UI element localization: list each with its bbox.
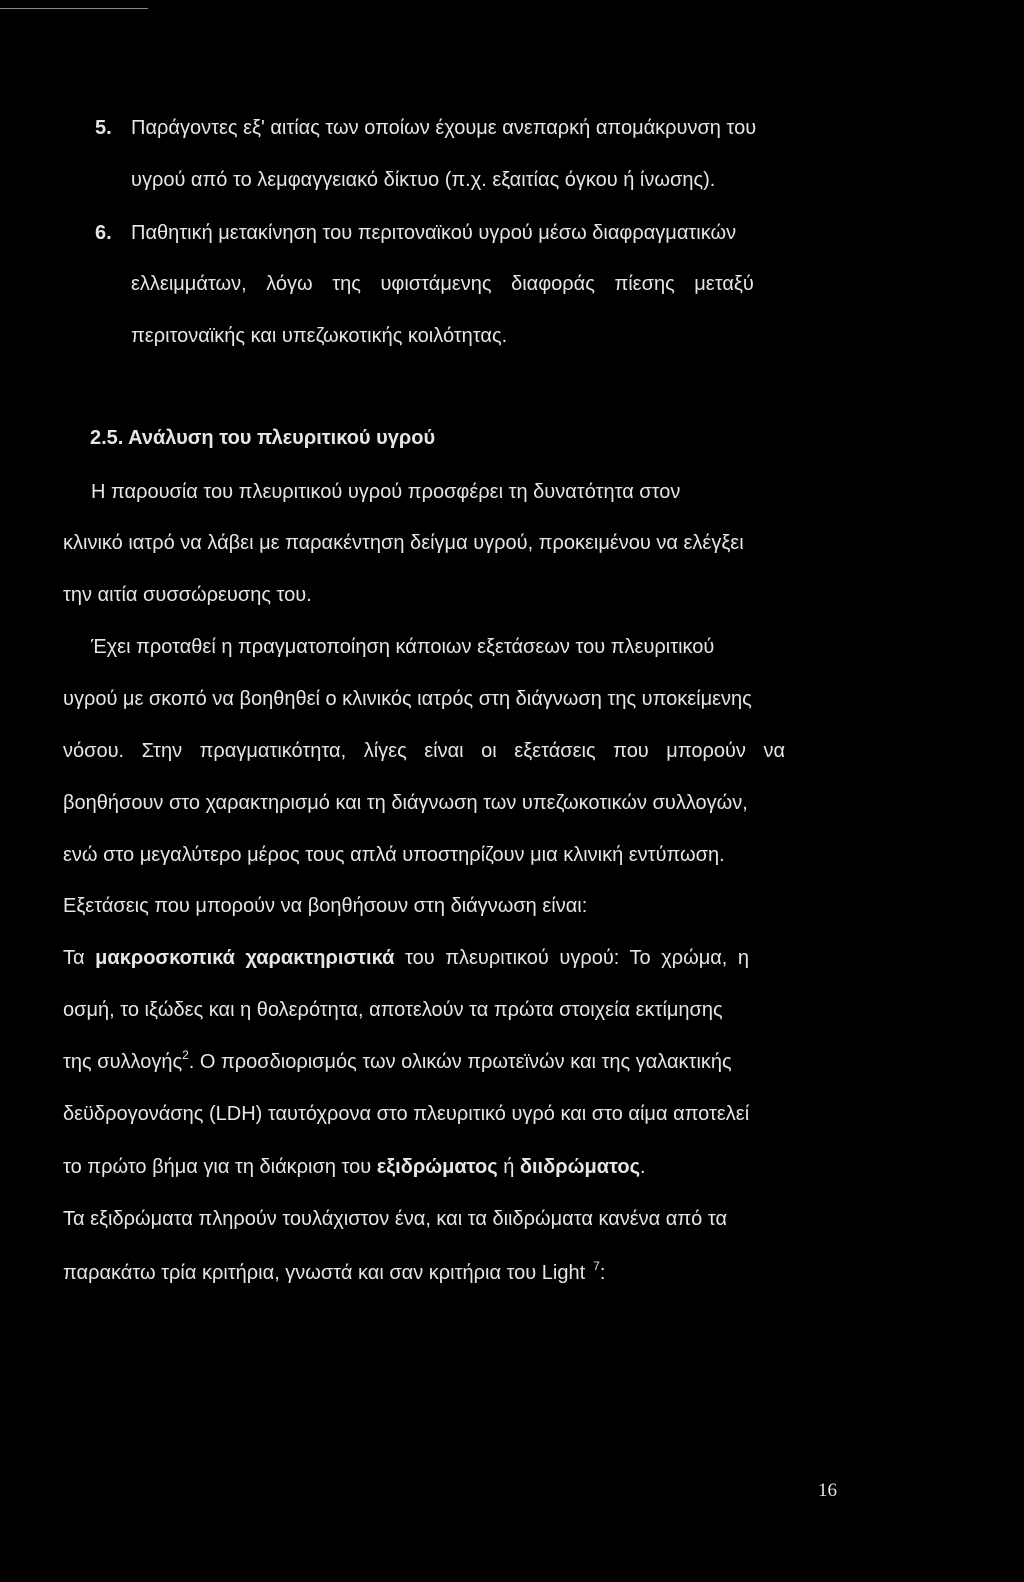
- paragraph-2-line-4: βοηθήσουν στο χαρακτηρισμό και τη διάγνωση των υπεζωκοτικών συλλογών,: [63, 792, 748, 814]
- paragraph-2-line-3: νόσου. Στην πραγματικότητα, λίγες είναι οι εξετάσεις που μπορούν να: [63, 740, 786, 762]
- paragraph-3-line-2: οσμή, το ιξώδες και η θολερότητα, αποτελούν τα πρώτα στοιχεία εκτίμησης: [63, 999, 723, 1021]
- paragraph-3-line-1-prefix: Τα: [63, 947, 85, 969]
- paragraph-4-line-1: Τα εξιδρώματα πληρούν τουλάχιστον ένα, και τα διιδρώματα κανένα από τα: [63, 1208, 728, 1230]
- citation-superscript-2: 2: [182, 1048, 189, 1062]
- list-item-6-line-1: Παθητική μετακίνηση του περιτοναϊκού υγρού μέσω διαφραγματικών: [131, 222, 737, 244]
- paragraph-1-line-1: Η παρουσία του πλευριτικού υγρού προσφέρει τη δυνατότητα στον: [91, 481, 681, 503]
- paragraph-3-line-1-suffix: του πλευριτικού υγρού: Το χρώμα, η: [404, 947, 750, 969]
- paragraph-3-line-5-mid: ή: [503, 1156, 515, 1178]
- paragraph-1-line-3: την αιτία συσσώρευσης του.: [63, 584, 312, 606]
- paragraph-3-line-5: [63, 1157, 646, 1177]
- paragraph-3-line-5-prefix: το πρώτο βήμα για τη διάκριση του: [63, 1156, 372, 1178]
- paragraph-3-line-1: [63, 948, 749, 968]
- list-item-5-number: 5.: [95, 117, 112, 139]
- list-item-6-line-3: περιτοναϊκής και υπεζωκοτικής κοιλότητας.: [131, 325, 508, 347]
- paragraph-1-line-2: κλινικό ιατρό να λάβει με παρακέντηση δείγμα υγρού, προκειμένου να ελέγξει: [63, 532, 744, 554]
- citation-superscript-7: 7: [593, 1259, 600, 1273]
- paragraph-4-line-2: [63, 1259, 606, 1284]
- paragraph-2-line-6: Εξετάσεις που μπορούν να βοηθήσουν στη διάγνωση είναι:: [63, 895, 588, 917]
- list-item-6-line-2-text: ελλειμμάτων, λόγω της υφιστάμενης διαφοράς πίεσης μεταξύ: [131, 273, 754, 295]
- paragraph-3-line-4: δεϋδρογονάσης (LDH) ταυτόχρονα στο πλευριτικό υγρό και στο αίμα αποτελεί: [63, 1103, 750, 1125]
- paragraph-3-line-3-prefix: της συλλογής: [63, 1051, 183, 1073]
- list-item-6-number: 6.: [95, 222, 112, 244]
- transudate-term: διιδρώματος: [519, 1156, 641, 1178]
- paragraph-2-line-5: ενώ στο μεγαλύτερο μέρος τους απλά υποστηρίζουν μια κλινική εντύπωση.: [63, 844, 725, 866]
- macroscopic-features-term: μακροσκοπικά χαρακτηριστικά: [95, 947, 395, 969]
- list-item-5-line-1: Παράγοντες εξ' αιτίας των οποίων έχουμε ανεπαρκή απομάκρυνση του: [131, 117, 757, 139]
- exudate-term: εξιδρώματος: [376, 1156, 498, 1178]
- page-number: 16: [818, 1480, 837, 1501]
- paragraph-3-line-3-suffix: . Ο προσδιορισμός των ολικών πρωτεϊνών και της γαλακτικής: [188, 1051, 732, 1073]
- paragraph-3-line-5-end: .: [640, 1156, 646, 1178]
- paragraph-2-line-1: Έχει προταθεί η πραγματοποίηση κάποιων εξετάσεων του πλευριτικού: [91, 636, 715, 658]
- list-item-6-line-2: [131, 274, 838, 294]
- list-item-5-line-2: υγρού από το λεμφαγγειακό δίκτυο (π.χ. εξαιτίας όγκου ή ίνωσης).: [131, 169, 716, 191]
- paragraph-4-line-2-suffix: :: [599, 1262, 606, 1284]
- paragraph-4-line-2-prefix: παρακάτω τρία κριτήρια, γνωστά και σαν κριτήρια του Light: [63, 1262, 586, 1284]
- section-heading: 2.5. Ανάλυση του πλευριτικού υγρού: [90, 427, 436, 449]
- paragraph-3-line-3: [63, 1048, 732, 1073]
- paragraph-2-line-2: υγρού με σκοπό να βοηθηθεί ο κλινικός ιατρός στη διάγνωση της υποκείμενης: [63, 688, 752, 710]
